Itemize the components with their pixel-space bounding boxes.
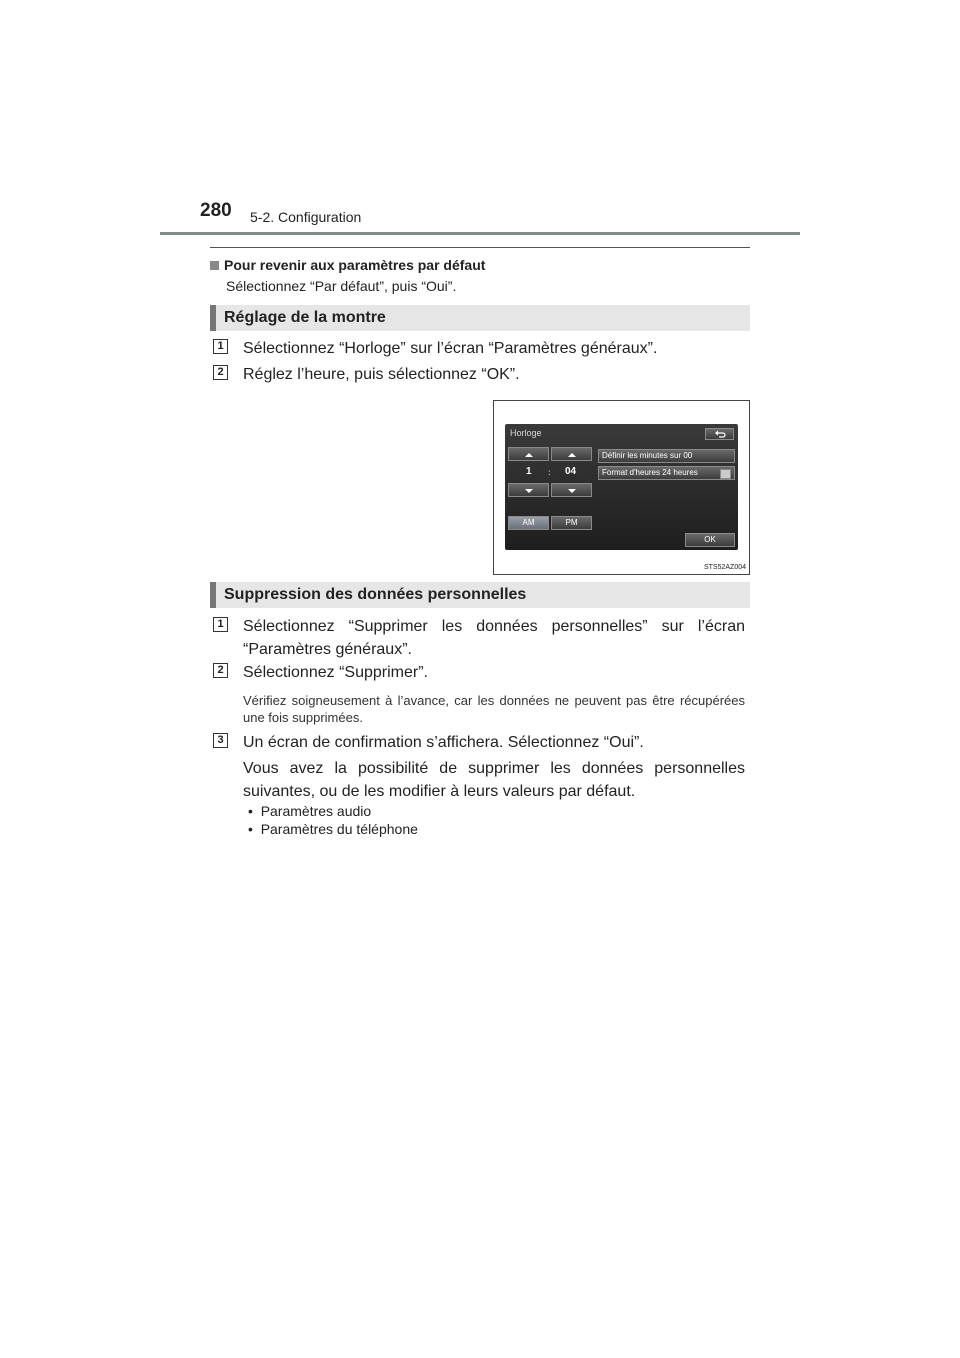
pm-button[interactable]: PM [551,516,592,530]
section-personal-data [210,582,750,608]
set-minutes-button[interactable]: Définir les minutes sur 00 [598,449,735,463]
hour-value: 1 [526,466,532,477]
hour-up-button[interactable] [508,447,549,461]
extra-text: Vous avez la possibilité de supprimer les données personnelles suivantes, ou de les modifier à leurs valeurs par défaut. [243,760,745,800]
clock-screenshot [493,400,750,575]
defaults-text: Sélectionnez “Par défaut”, puis “Oui”. [226,278,457,294]
clock-screen [505,424,738,550]
list-item: • Paramètres du téléphone [248,821,418,837]
minute-down-button[interactable] [551,483,592,497]
toggle-indicator-icon [720,469,731,479]
page-number: 280 [200,200,232,221]
list-item: • Paramètres audio [248,803,372,819]
chapter-title: 5-2. Configuration [250,209,362,225]
back-arrow-icon [714,430,726,439]
down-arrow-icon [524,487,534,495]
ok-button[interactable]: OK [685,533,735,547]
defaults-heading [210,257,485,273]
square-bullet-icon [210,261,219,270]
divider [210,247,750,248]
up-arrow-icon [567,451,577,459]
step-badge: 3 [213,733,228,748]
figure-code: STS52AZ004 [703,564,746,571]
minute-up-button[interactable] [551,447,592,461]
step-badge: 1 [213,617,228,632]
up-arrow-icon [524,451,534,459]
step-text: Sélectionnez “Supprimer les données personnelles” sur l’écran “Paramètres généraux”. [243,618,745,658]
step-text: Sélectionnez “Horloge” sur l’écran “Paramètres généraux”. [243,340,658,357]
back-button[interactable] [705,428,734,440]
step-badge: 1 [213,339,228,354]
screen-title: Horloge [510,428,542,438]
down-arrow-icon [567,487,577,495]
hour-down-button[interactable] [508,483,549,497]
list-item-text: Paramètres du téléphone [260,821,418,837]
step-badge: 2 [213,663,228,678]
list-item-text: Paramètres audio [260,803,372,819]
header-rule [160,232,800,235]
section-clock-title: Réglage de la montre [224,309,386,326]
defaults-heading-text: Pour revenir aux paramètres par défaut [224,257,486,273]
am-button[interactable]: AM [508,516,549,530]
format-24h-button[interactable] [598,466,735,480]
step-text: Sélectionnez “Supprimer”. [243,664,428,681]
step-text: Réglez l’heure, puis sélectionnez “OK”. [243,366,520,383]
warning-note: Vérifiez soigneusement à l’avance, car les données ne peuvent pas être récupérées une fois supprimées. [243,693,745,725]
time-separator: : [548,468,551,477]
section-clock [210,305,750,331]
minute-value: 04 [565,466,577,477]
step-badge: 2 [213,365,228,380]
section-personal-data-title: Suppression des données personnelles [224,586,527,603]
format-24h-label: Format d'heures 24 heures [602,468,698,477]
step-text: Un écran de confirmation s’affichera. Sélectionnez “Oui”. [243,734,644,751]
